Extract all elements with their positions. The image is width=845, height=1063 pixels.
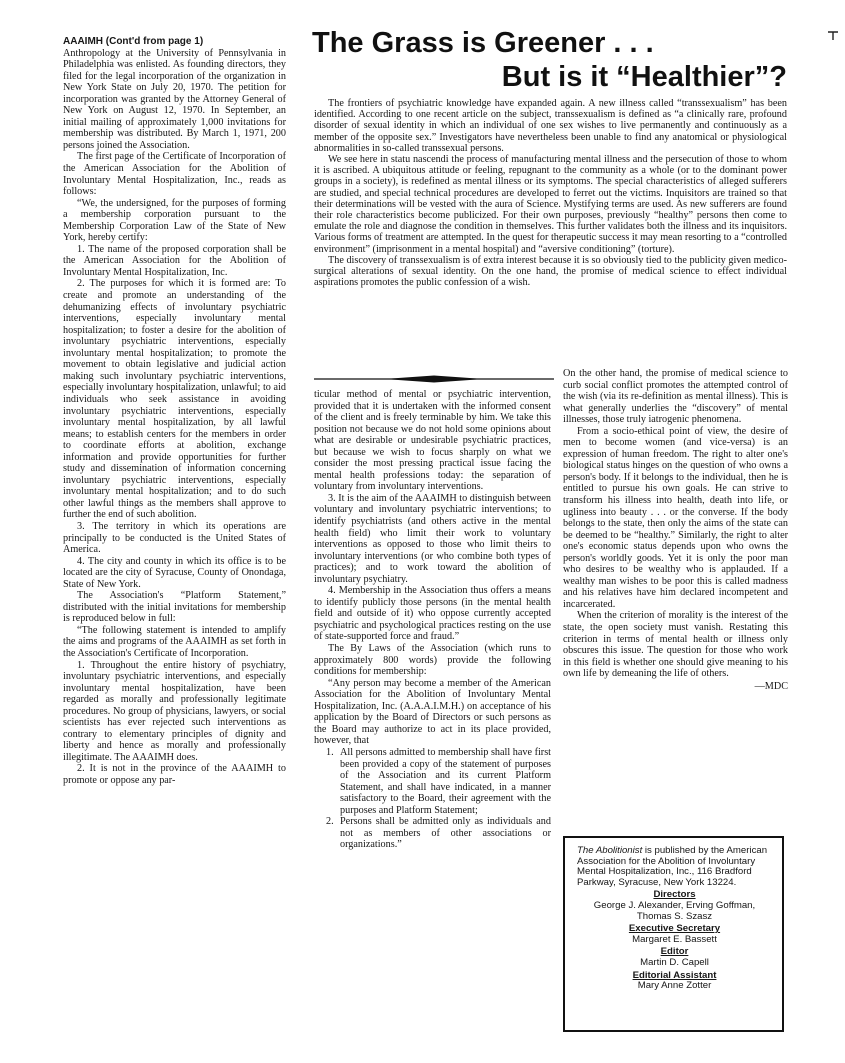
- condition-text: Persons shall be admitted only as individuals and not as members of other associations or organizations.”: [340, 816, 551, 851]
- article-intro: [314, 98, 787, 288]
- platform-column: [314, 389, 551, 851]
- paragraph: 2. It is not in the province of the AAAIMH to promote or oppose any par-: [63, 763, 286, 786]
- title-line-2: But is it “Healthier”?: [501, 61, 787, 93]
- paragraph: 2. The purposes for which it is formed are: To create and promote an understanding of the dehumanizing effects of involuntary psychiatric interventions, especially involuntary mental hospitalization; to foster a desire for the abolition of involuntary psychiatric interventions, especially involuntary mental hospitalization; to promote the movement to obtain legislative and judicial action making such involuntary psychiatric interventions, especially involuntary hospitalization, unlawful; to aid individuals who seek assistance in avoiding involuntary psychiatric interventions, especially involuntary mental hospitalization, by all lawful means; to establish centers for the members in order to coordinate efforts at abolition, exchange information and provide opportunities for further study and dissemination of information concerning involuntary psychiatric interventions, especially involuntary mental hospitalization; and to do such other lawful things as the members shall approve to further the end of such abolition.: [63, 278, 286, 521]
- paragraph: 4. The city and county in which its office is to be located are the city of Syracuse, County of Onondaga, State of New York.: [63, 555, 286, 590]
- publication-notice: [577, 846, 772, 888]
- publication-text: is published by the American Association for the Abolition of Involuntary Mental Hospitalization, Inc., 116 Bradford Parkway, Syracuse, New York 13224.: [577, 845, 768, 888]
- section-divider: [314, 374, 554, 384]
- paragraph: ticular method of mental or psychiatric intervention, provided that it is undertaken with the informed consent of the client and is freely terminable by him. We take this position not because we do not hold some opinions about what are desirable or undesirable psychiatric practices, but because we wish to focus sharply on what we consider the most pressing practical issue facing the mental health professions today: the separation of voluntary from involuntary interventions.: [314, 389, 551, 493]
- article-column: [563, 368, 788, 692]
- continued-text: [63, 48, 286, 787]
- paragraph: 3. It is the aim of the AAAIMH to distinguish between voluntary and involuntary psychiatric interventions; to identify psychiatrists (and others active in the mental health field) who limit their work to voluntary interventions as opposed to those who limit theirs to involuntary interventions (or who combine both types of practices); and to work toward the abolition of involuntary psychiatry.: [314, 492, 551, 585]
- staff-role: Editor: [660, 946, 689, 958]
- continued-column: [63, 36, 286, 787]
- staff-name: Mary Anne Zotter: [637, 980, 712, 992]
- paragraph: 1. The name of the proposed corporation shall be the American Association for the Abolition of Involuntary Mental Hospitalization, Inc.: [63, 243, 286, 278]
- paragraph: The first page of the Certificate of Incorporation of the American Association for the Abolition of Involuntary Mental Hospitalization, Inc., reads as follows:: [63, 151, 286, 198]
- staff-name: George J. Alexander, Erving Goffman,: [593, 899, 756, 911]
- paragraph: 3. The territory in which its operations are principally to be conducted is the United States of America.: [63, 520, 286, 556]
- paragraph: “We, the undersigned, for the purposes of forming a membership corporation pursuant to the Membership Corporation Law of the State of New York, hereby certify:: [63, 197, 286, 244]
- staff-list: [577, 890, 772, 991]
- condition-number: 1.: [326, 746, 334, 758]
- paragraph: On the other hand, the promise of medical science to curb social conflict promotes the attempted control of the wish (via its re-definition as mental illness). This is what generally underlies the “discovery” of mental illnesses, those truly iatrogenic phenomena.: [563, 368, 788, 426]
- membership-conditions: [314, 747, 551, 851]
- paragraph: The Association's “Platform Statement,” distributed with the initial invitations for membership is reproduced below in full:: [63, 590, 286, 625]
- continued-heading: AAAIMH (Cont'd from page 1): [63, 36, 204, 47]
- paragraph: Anthropology at the University of Pennsylvania in Philadelphia was enlisted. As founding directors, they filed for the legal incorporation of the organization in New York State on July 20, 1970. The petition for incorporation was granted by the Attorney General of New York on August 12, 1970. In September, an initial mailing of approximately 1,000 invitations for membership was distributed. By March 1, 1971, 200 persons joined the Association.: [63, 47, 286, 151]
- staff-name: Thomas S. Szasz: [636, 910, 713, 922]
- paragraph: When the criterion of morality is the interest of the state, the open society must vanish. Restating this criterion in terms of mental health or illness only obscures this issue. The question for those who work in this field is whether one should give meaning to his own life by demeaning the life of others.: [563, 610, 788, 680]
- staff-role: Directors: [653, 889, 696, 901]
- paragraph: “The following statement is intended to amplify the aims and programs of the AAAIMH as set forth in the Association's Certificate of Incorporation.: [63, 624, 286, 659]
- condition-text: All persons admitted to membership shall have first been provided a copy of the statement of purposes of the Association and its current Platform Statement, and shall have indicated, in a manner satisfactory to the Board, their agreement with the purposes and Platform Statement;: [340, 746, 551, 816]
- paragraph: 4. Membership in the Association thus offers a means to identify publicly those persons (in the mental health field and outside of it) who oppose currently accepted psychiatric and psychological practices resting on the use of state-supported force and fraud.”: [314, 585, 551, 643]
- title-line-1: The Grass is Greener . . .: [312, 27, 654, 59]
- platform-text: [314, 389, 551, 747]
- publication-title: The Abolitionist: [577, 845, 643, 856]
- paragraph: From a socio-ethical point of view, the desire of men to become women (and vice-versa) is an expression of human freedom. The right to alter one's biological status hinges on the question of who owns a person's body. If it belongs to the individual, then he is entitled to pursue his own goals. He can strive to transform his illness into health, death into life, or ugliness into beauty . . . or the converse. If the body belongs to the state, then only the aims of the state can be deemed to be “healthy.” Similarly, the right to alter one's economic status depends upon who owns the person's worldly goods. Yet it is only the poor man who desires to be wealthy who is applauded. If a wealthy man wishes to be poor this is called madness and his relatives have him declared incompetent and incarcerated.: [563, 425, 788, 610]
- condition-item: [326, 816, 551, 851]
- staff-name: Martin D. Capell: [640, 956, 709, 968]
- intro-paragraph: The discovery of transsexualism is of extra interest because it is so obviously tied to the publicity given medico-surgical alterations of sexual identity. On the one hand, the promise of medical science to effect individual aspirations promotes the public confession of a wish.: [314, 254, 787, 289]
- article-text: [563, 368, 788, 680]
- staff-role: Editorial Assistant: [632, 969, 717, 981]
- edge-mark-icon: [826, 28, 840, 42]
- staff-role: Executive Secretary: [628, 923, 721, 935]
- intro-paragraph: The frontiers of psychiatric knowledge have expanded again. A new illness called “transsexualism” has been identified. According to one recent article on the subject, transsexualism is defined as “a clinically rare, profound disorder of sexual identity in which an individual of one sex wishes to live permanently and continuously as a member of the opposite sex.” Investigators have nevertheless been unable to find any anatomical or physiological abnormalities in so-called transsexual persons.: [314, 98, 787, 154]
- paragraph: “Any person may become a member of the American Association for the Abolition of Involuntary Mental Hospitalization, Inc. (A.A.A.I.M.H.) on acceptance of his application by the Board of Directors or such persons as the Board may authorize to act in its place provided, however, that: [314, 677, 551, 747]
- article-title: [312, 26, 787, 94]
- condition-item: [326, 747, 551, 816]
- condition-number: 2.: [326, 816, 334, 828]
- intro-paragraph: We see here in statu nascendi the process of manufacturing mental illness and the persecution of those to whom it is ascribed. A ubiquitous attitude or feeling, repugnant to the community as a whole (or to the dominant power groups in a society), is redefined as mental illness or its symptoms. The special characteristics of alleged sufferers are studied, and special technical procedures are developed to ferret out the victims. Inquisitors are trained so that their determinations will be vested with the aura of Science. Mystifying terms are used. As new sufferers are found their role characteristics become publicized. For their own purposes, previously “healthy” persons then come to emulate the role and diagnose the condition in themselves. This further validates both the illness and its inquisitors. Various forms of treatment are attempted. In the quest for therapeutic success it may mean resorting to a “controlled environment” (imprisonment in a mental hospital) and “aversive conditioning” (torture).: [314, 154, 787, 255]
- staff-name: Margaret E. Bassett: [632, 933, 717, 945]
- paragraph: 1. Throughout the entire history of psychiatry, involuntary psychiatric interventions, and especially involuntary mental hospitalization, have been regarded as morally and professionally legitimate procedures. No group of physicians, lawyers, or social scientists has ever rejected such interventions as contrary to elementary principles of dignity and liberty and hence as morally and professionally illegitimate. The AAAIMH does.: [63, 659, 286, 763]
- author-signature: —MDC: [754, 680, 788, 692]
- masthead-box: [563, 836, 784, 1032]
- paragraph: The By Laws of the Association (which runs to approximately 800 words) provide the following conditions for membership:: [314, 643, 551, 678]
